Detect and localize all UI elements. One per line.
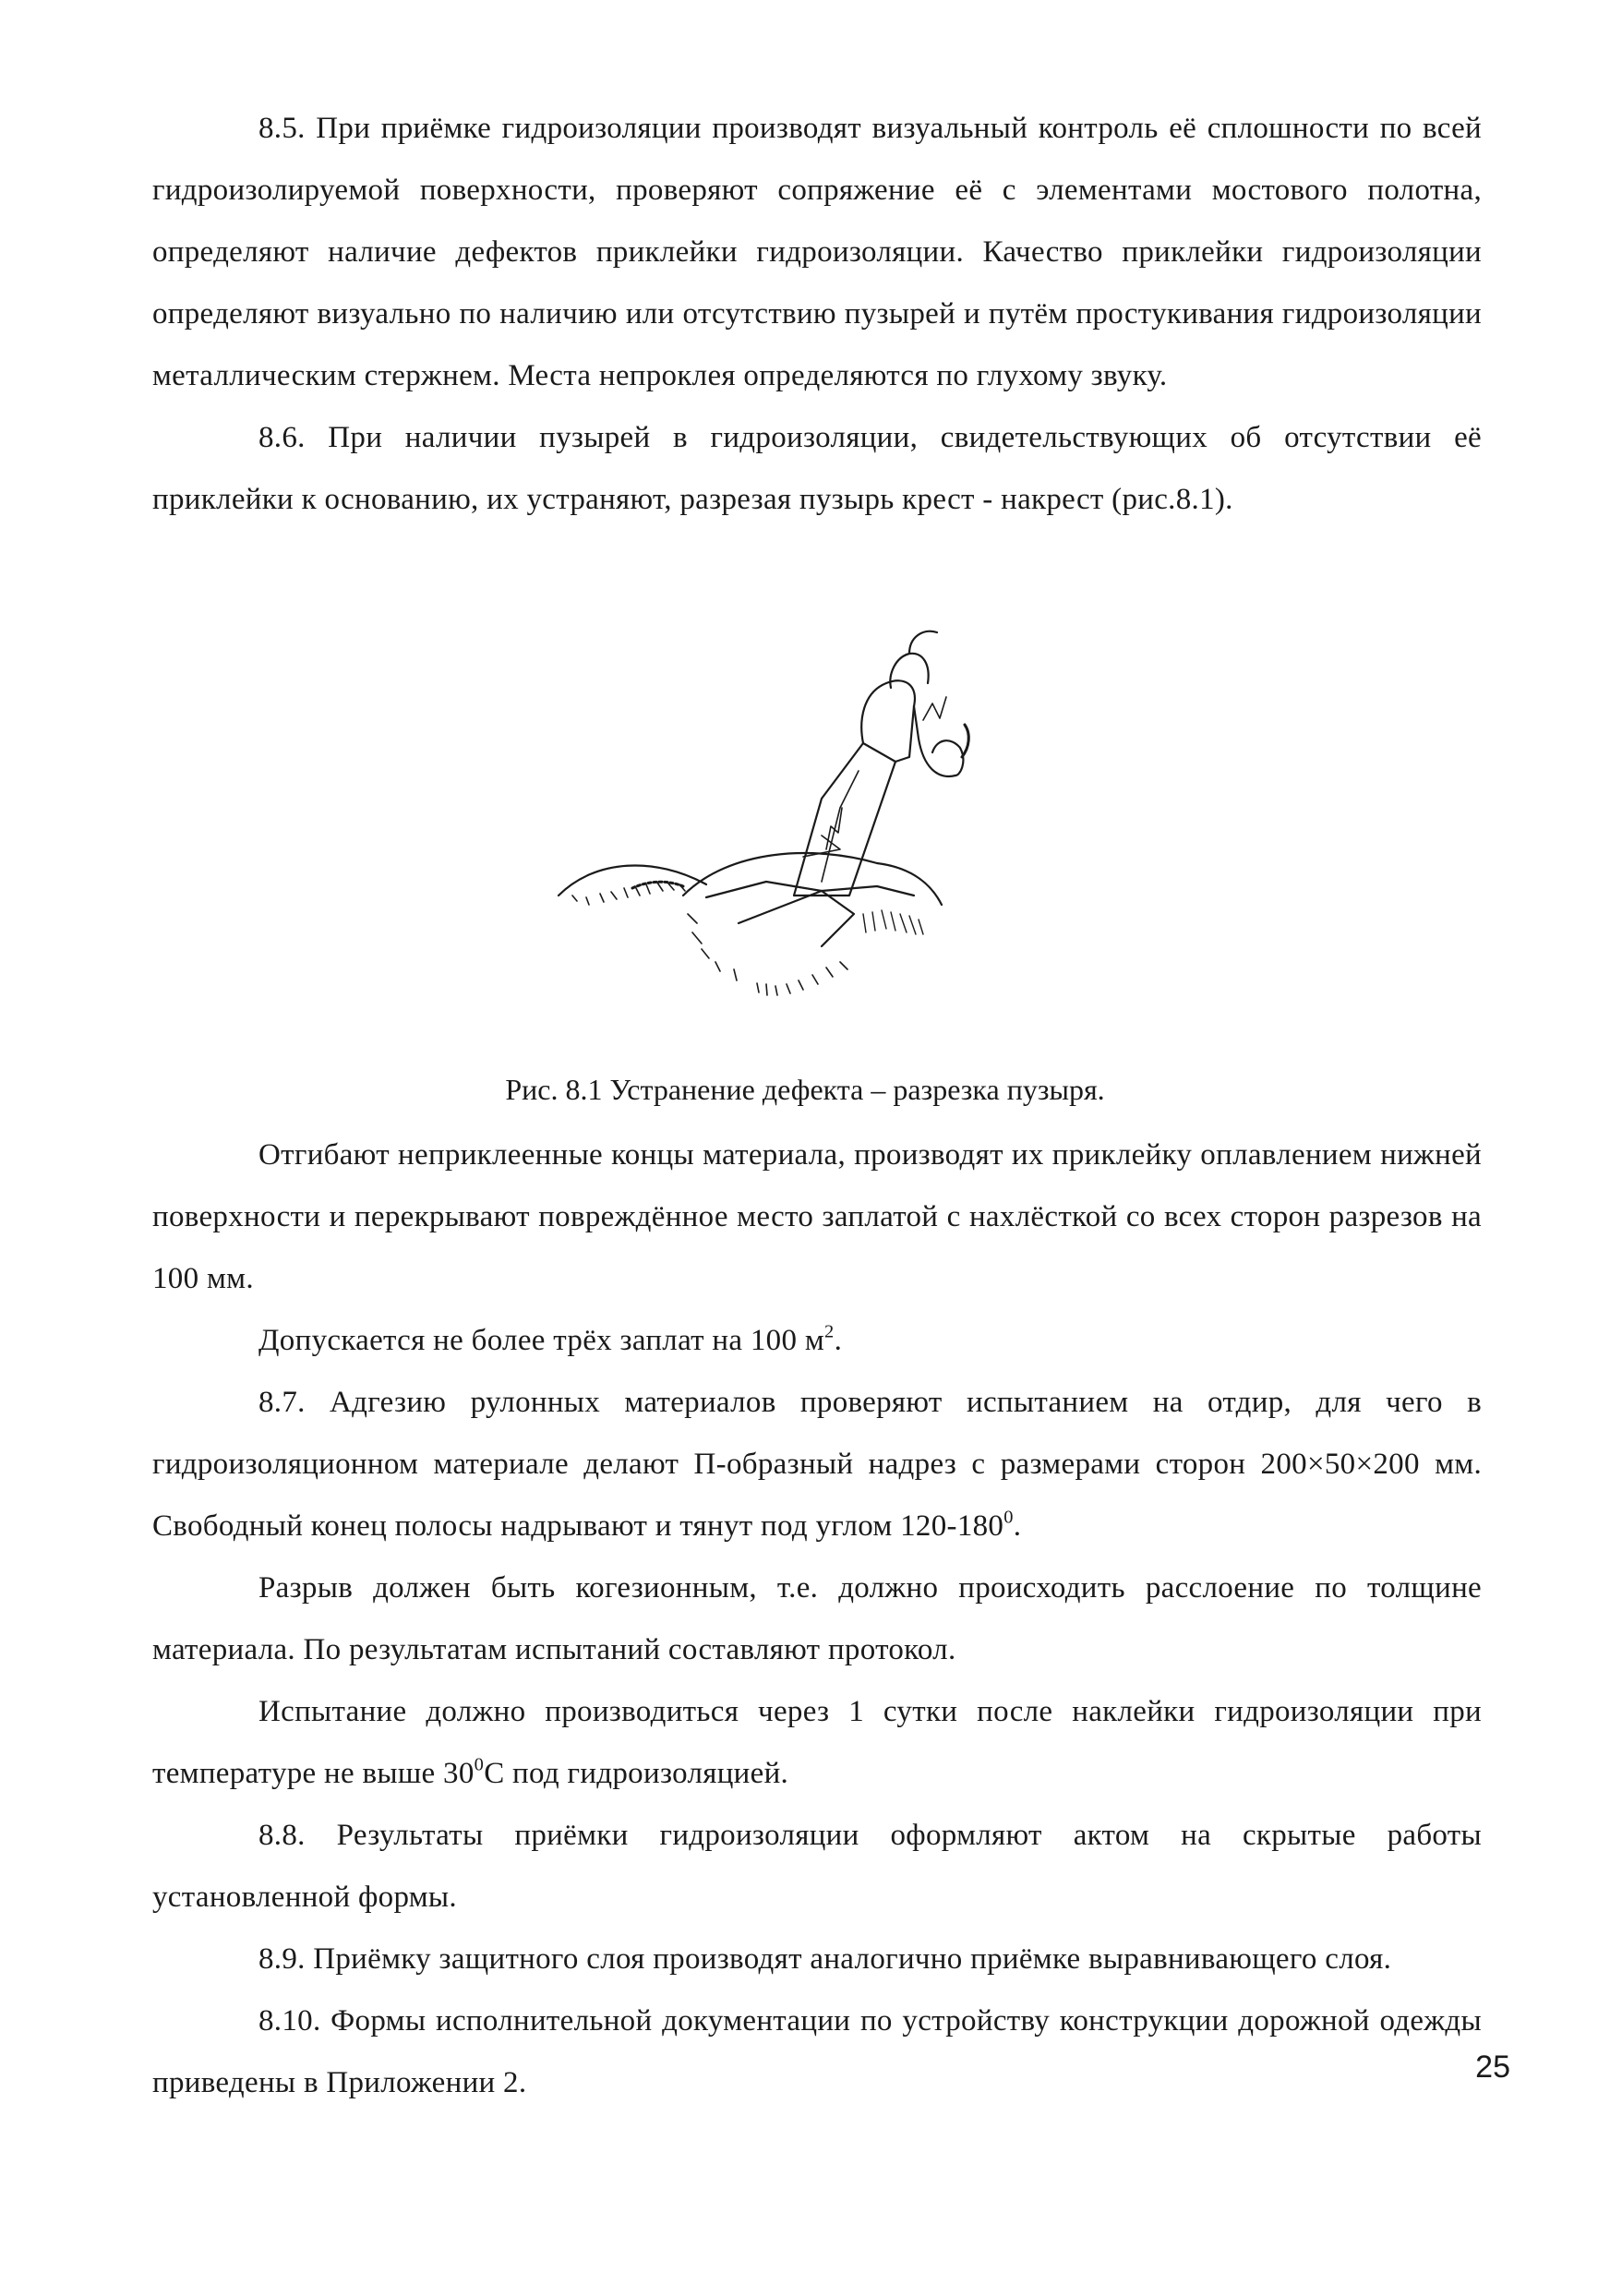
patch-limit-superscript: 2 [824,1321,835,1342]
hand-finger-2 [909,631,937,654]
paragraph-patch: Отгибают неприклеенные концы материала, производят их приклейку оплавлением нижней поверхности и перекрывают повреждённое место заплатой с нахлёсткой со всех сторон разрезов на 100 мм. [152,1138,1482,1295]
paragraph-break: Разрыв должен быть когезионным, т.е. должно происходить расслоение по толщине материала. По результатам испытаний составляют протокол. [152,1571,1482,1666]
paragraph-test-end: С под гидроизоляцией. [484,1757,789,1790]
page-number: 25 [1475,2050,1510,2085]
hand-finger-1 [890,654,928,688]
paragraph-patch-limit [152,1310,1482,1372]
blister-hatching [572,883,685,905]
paragraph-8-10: 8.10. Формы исполнительной документации по устройству конструкции дорожной одежды приведены в Приложении 2. [152,2004,1482,2099]
blister-outline [559,865,706,896]
paragraph-8-6: 8.6. При наличии пузырей в гидроизоляции, свидетельствующих об отсутствии её приклейки к основанию, их устраняют, разрезая пузырь крест - накрест (рис.8.1). [152,421,1482,516]
degree-superscript: 0 [1003,1507,1014,1528]
cut-blister-outline-right [877,863,942,905]
cut-flap-right [822,886,914,896]
paragraph-8-7 [152,1372,1482,1557]
paragraph-8-7-text: 8.7. Адгезию рулонных материалов проверяют испытанием на отдир, для чего в гидроизоляционном материале делают П-образный надрез с размерами сторон 200×50×200 мм. Свободный конец полосы надрывают и тянут под углом 120-180 [152,1386,1482,1543]
paragraph-8-7-end: . [1013,1509,1022,1543]
hand-thumb [861,680,915,743]
figure-caption: Рис. 8.1 Устранение дефекта – разрезка пузыря. [505,1073,1105,1106]
blister-cutting-illustration [545,619,1117,1025]
patch-limit-end: . [834,1324,843,1357]
cut-flap-center [739,891,854,946]
knife-blade [794,743,895,896]
temperature-superscript: 0 [474,1754,485,1775]
paragraph-test [152,1681,1482,1805]
paragraph-8-9: 8.9. Приёмку защитного слоя производят аналогично приёмке выравнивающего слоя. [258,1942,1392,1976]
paragraph-8-8: 8.8. Результаты приёмки гидроизоляции оформляют актом на скрытые работы установленной формы. [152,1819,1482,1914]
patch-limit-text: Допускается не более трёх заплат на 100 м [258,1324,825,1357]
hand-knuckle [932,740,963,775]
upper-text [152,98,1482,531]
lower-text [152,1124,1482,2114]
paragraph-8-5: 8.5. При приёмке гидроизоляции производят визуальный контроль её сплошности по всей гидроизолируемой поверхности, проверяют сопряжение её с элементами мостового полотна, определяют наличие дефектов приклейки гидроизоляции. Качество приклейки гидроизоляции определяют визуально по наличию или отсутствию пузырей и путём простукивания гидроизоляции металлическим стержнем. Места непроклея определяются по глухому звуку. [152,112,1482,392]
paragraph-test-text: Испытание должно производиться через 1 сутки после наклейки гидроизоляции при температуре не выше 30 [152,1695,1482,1790]
